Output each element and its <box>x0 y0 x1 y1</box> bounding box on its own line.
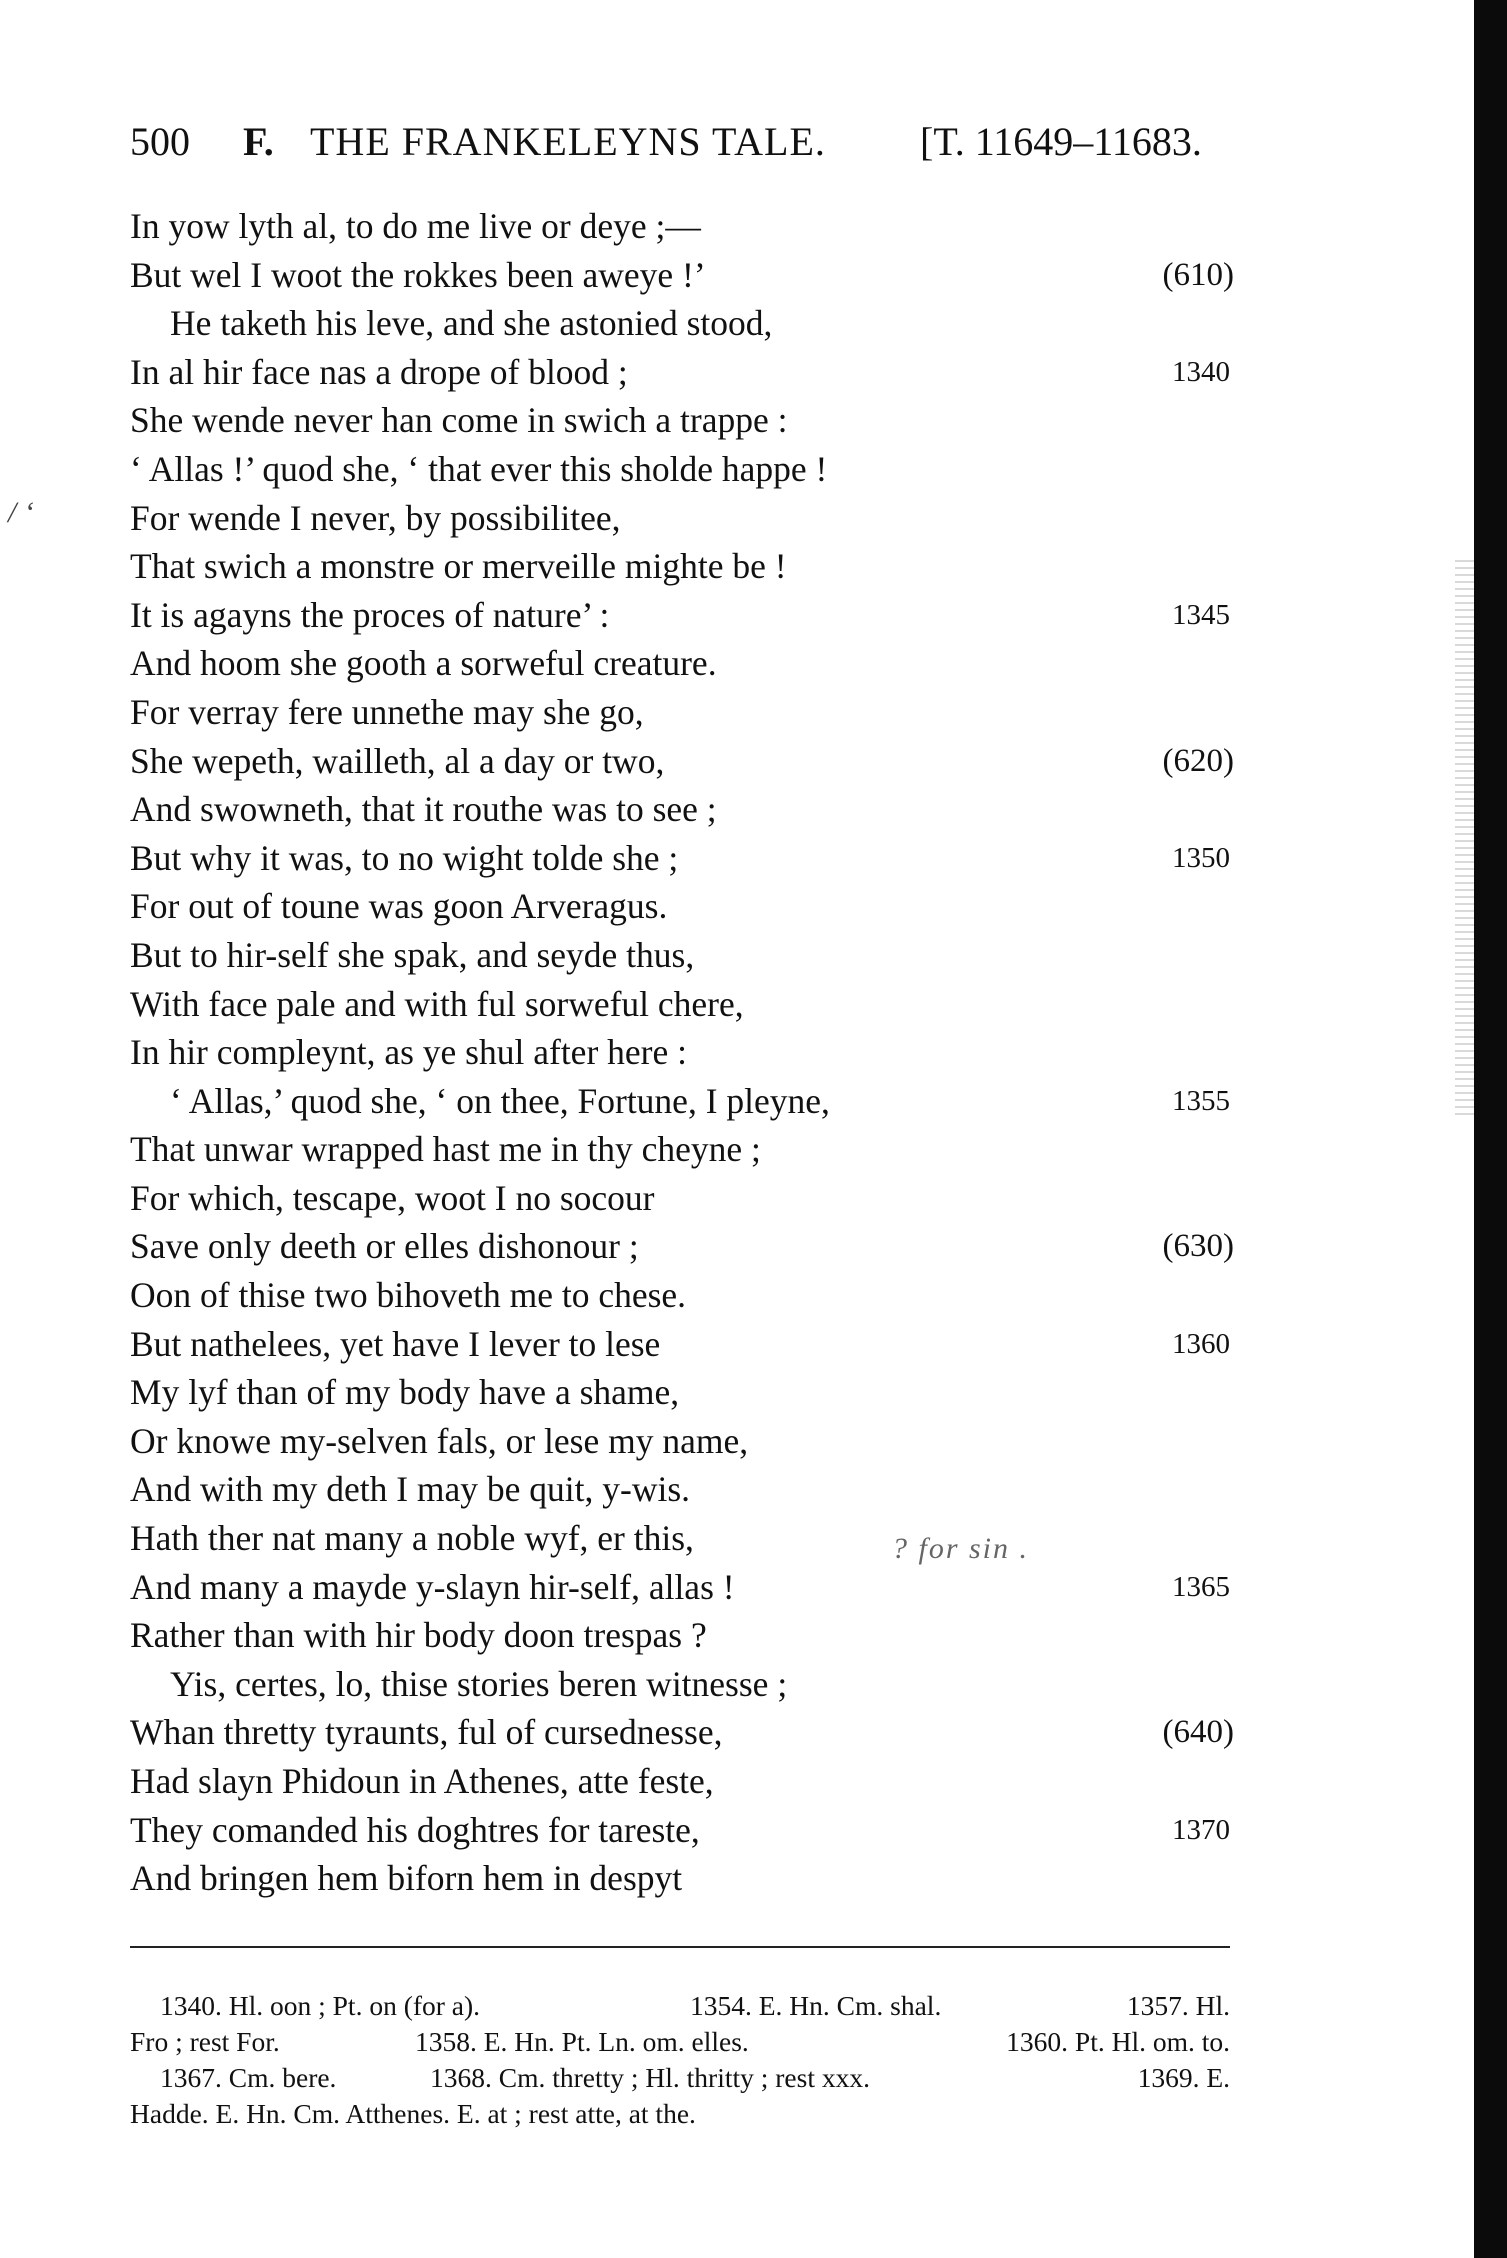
verse-line <box>130 348 1230 397</box>
verse-text: And bringen hem biforn hem in despyt <box>130 1858 683 1899</box>
footnote-entry: 1340. Hl. oon ; Pt. on (for a). <box>160 1990 481 2021</box>
footnote-rule <box>130 1946 1230 1948</box>
page-number: 500 <box>130 119 190 164</box>
footnote-entry: 1369. E. <box>1137 2062 1230 2093</box>
verse-line <box>130 202 1230 251</box>
verse-line <box>130 1174 1230 1223</box>
verse-text: That unwar wrapped hast me in thy cheyne ; <box>130 1129 761 1170</box>
footnote-line <box>130 2096 1230 2132</box>
verse-text: That swich a monstre or merveille mighte be ! <box>130 546 787 587</box>
verse-line <box>130 445 1230 494</box>
verse-line <box>130 1708 1234 1757</box>
verse-line <box>130 980 1230 1029</box>
verse-line <box>130 299 1230 348</box>
verse-line <box>130 1514 1230 1563</box>
verse-line <box>130 1417 1230 1466</box>
footnotes <box>130 1988 1230 2132</box>
verse-text: But wel I woot the rokkes been aweye !’ <box>130 254 706 295</box>
line-number: (610) <box>1162 256 1234 293</box>
verse-text: They comanded his doghtres for tareste, <box>130 1809 700 1850</box>
verse-line <box>130 1028 1230 1077</box>
verse-text: For which, tescape, woot I no socour <box>130 1177 655 1218</box>
verse-line <box>130 1806 1230 1855</box>
verse-line <box>130 931 1230 980</box>
verse-text: In hir compleynt, as ye shul after here : <box>130 1032 687 1073</box>
verse-text: And swowneth, that it routhe was to see ; <box>130 789 717 830</box>
verse-line <box>130 1222 1234 1271</box>
verse-line <box>130 251 1234 300</box>
verse-text: She wepeth, wailleth, al a day or two, <box>130 740 665 781</box>
line-number: 1355 <box>1172 1084 1230 1117</box>
line-number: 1340 <box>1172 355 1230 388</box>
verse-text: And hoom she gooth a sorweful creature. <box>130 643 717 684</box>
verse-line <box>130 688 1230 737</box>
verse-text: ‘ Allas !’ quod she, ‘ that ever this sholde happe ! <box>130 448 828 489</box>
verse-line <box>130 834 1230 883</box>
verse-text: In al hir face nas a drope of blood ; <box>130 351 628 392</box>
footnote-entry: 1354. E. Hn. Cm. shal. <box>690 1990 942 2021</box>
line-number: (620) <box>1162 742 1234 779</box>
footnote-entry: 1367. Cm. bere. <box>160 2062 337 2093</box>
line-number: (640) <box>1162 1714 1234 1751</box>
verse-line <box>130 1854 1230 1903</box>
footnote-entry: 1357. Hl. <box>1126 1990 1230 2021</box>
footnote-entry: 1358. E. Hn. Pt. Ln. om. elles. <box>415 2026 749 2057</box>
handwritten-note: ? for sin . <box>892 1532 1030 1565</box>
verse-text: In yow lyth al, to do me live or deye ;— <box>130 206 701 246</box>
line-number: 1365 <box>1172 1570 1230 1603</box>
verse-line <box>130 1320 1230 1369</box>
verse-text: For verray fere unnethe may she go, <box>130 691 644 732</box>
verse-text: Had slayn Phidoun in Athenes, atte feste, <box>130 1761 714 1801</box>
verse-text: For out of toune was goon Arveragus. <box>130 886 668 927</box>
verse-line <box>130 785 1230 834</box>
line-number: 1370 <box>1172 1813 1230 1846</box>
verse-line <box>130 737 1234 786</box>
footnote-entry: Hadde. E. Hn. Cm. Atthenes. E. at ; rest atte, at the. <box>130 2098 696 2129</box>
poem-text <box>130 202 1234 1903</box>
verse-text: Yis, certes, lo, thise stories beren witnesse ; <box>170 1663 788 1704</box>
verse-line <box>130 1563 1230 1612</box>
footnote-line <box>130 2060 1230 2096</box>
line-number: (630) <box>1162 1228 1234 1265</box>
line-number: 1350 <box>1172 841 1230 874</box>
footnote-line <box>130 1988 1230 2024</box>
line-number: 1345 <box>1172 598 1230 631</box>
verse-text: He taketh his leve, and she astonied stood, <box>170 303 773 344</box>
verse-text: With face pale and with ful sorweful chere, <box>130 983 744 1024</box>
page-edge-shadow <box>1455 560 1474 1120</box>
running-title: THE FRANKELEYNS TALE. <box>310 119 826 164</box>
verse-line <box>130 1077 1230 1126</box>
verse-line <box>130 1125 1230 1174</box>
verse-line <box>130 1660 1230 1709</box>
running-header <box>130 118 1230 168</box>
margin-mark: / ‘ <box>8 496 34 529</box>
verse-line <box>130 882 1230 931</box>
verse-text: Oon of thise two bihoveth me to chese. <box>130 1275 687 1316</box>
verse-text: Whan thretty tyraunts, ful of cursednesse, <box>130 1712 723 1753</box>
verse-text: But why it was, to no wight tolde she ; <box>130 837 679 878</box>
verse-text: Or knowe my-selven fals, or lese my name, <box>130 1420 749 1461</box>
verse-text: But to hir-self she spak, and seyde thus, <box>130 934 695 975</box>
verse-text: But nathelees, yet have I lever to lese <box>130 1323 661 1364</box>
verse-line <box>130 1271 1230 1320</box>
line-range: [T. 11649–11683. <box>920 119 1202 164</box>
verse-line <box>130 639 1230 688</box>
footnote-line <box>130 2024 1230 2060</box>
verse-text: And many a mayde y-slayn hir-self, allas ! <box>130 1566 735 1607</box>
verse-text: Rather than with hir body doon trespas ? <box>130 1615 707 1656</box>
footnote-entry: 1360. Pt. Hl. om. to. <box>1006 2026 1230 2057</box>
verse-text: My lyf than of my body have a shame, <box>130 1372 680 1413</box>
line-number: 1360 <box>1172 1327 1230 1360</box>
footnote-entry: Fro ; rest For. <box>130 2026 280 2057</box>
verse-line <box>130 1465 1230 1514</box>
verse-text: ‘ Allas,’ quod she, ‘ on thee, Fortune, I pleyne, <box>170 1080 830 1121</box>
section-letter: F. <box>243 119 274 164</box>
verse-text: And with my deth I may be quit, y-wis. <box>130 1469 691 1510</box>
verse-line <box>130 591 1230 640</box>
verse-text: Save only deeth or elles dishonour ; <box>130 1226 639 1267</box>
verse-line <box>130 1757 1230 1806</box>
footnote-entry: 1368. Cm. thretty ; Hl. thritty ; rest xxx. <box>430 2062 870 2093</box>
binding-edge <box>1474 0 1507 2258</box>
verse-text: She wende never han come in swich a trappe : <box>130 400 788 441</box>
verse-line <box>130 1611 1230 1660</box>
verse-line <box>130 542 1230 591</box>
verse-line <box>130 396 1230 445</box>
verse-text: It is agayns the proces of nature’ : <box>130 594 610 635</box>
verse-text: Hath ther nat many a noble wyf, er this, <box>130 1518 694 1559</box>
verse-line <box>130 1368 1230 1417</box>
verse-line <box>130 494 1230 543</box>
verse-text: For wende I never, by possibilitee, <box>130 497 621 538</box>
